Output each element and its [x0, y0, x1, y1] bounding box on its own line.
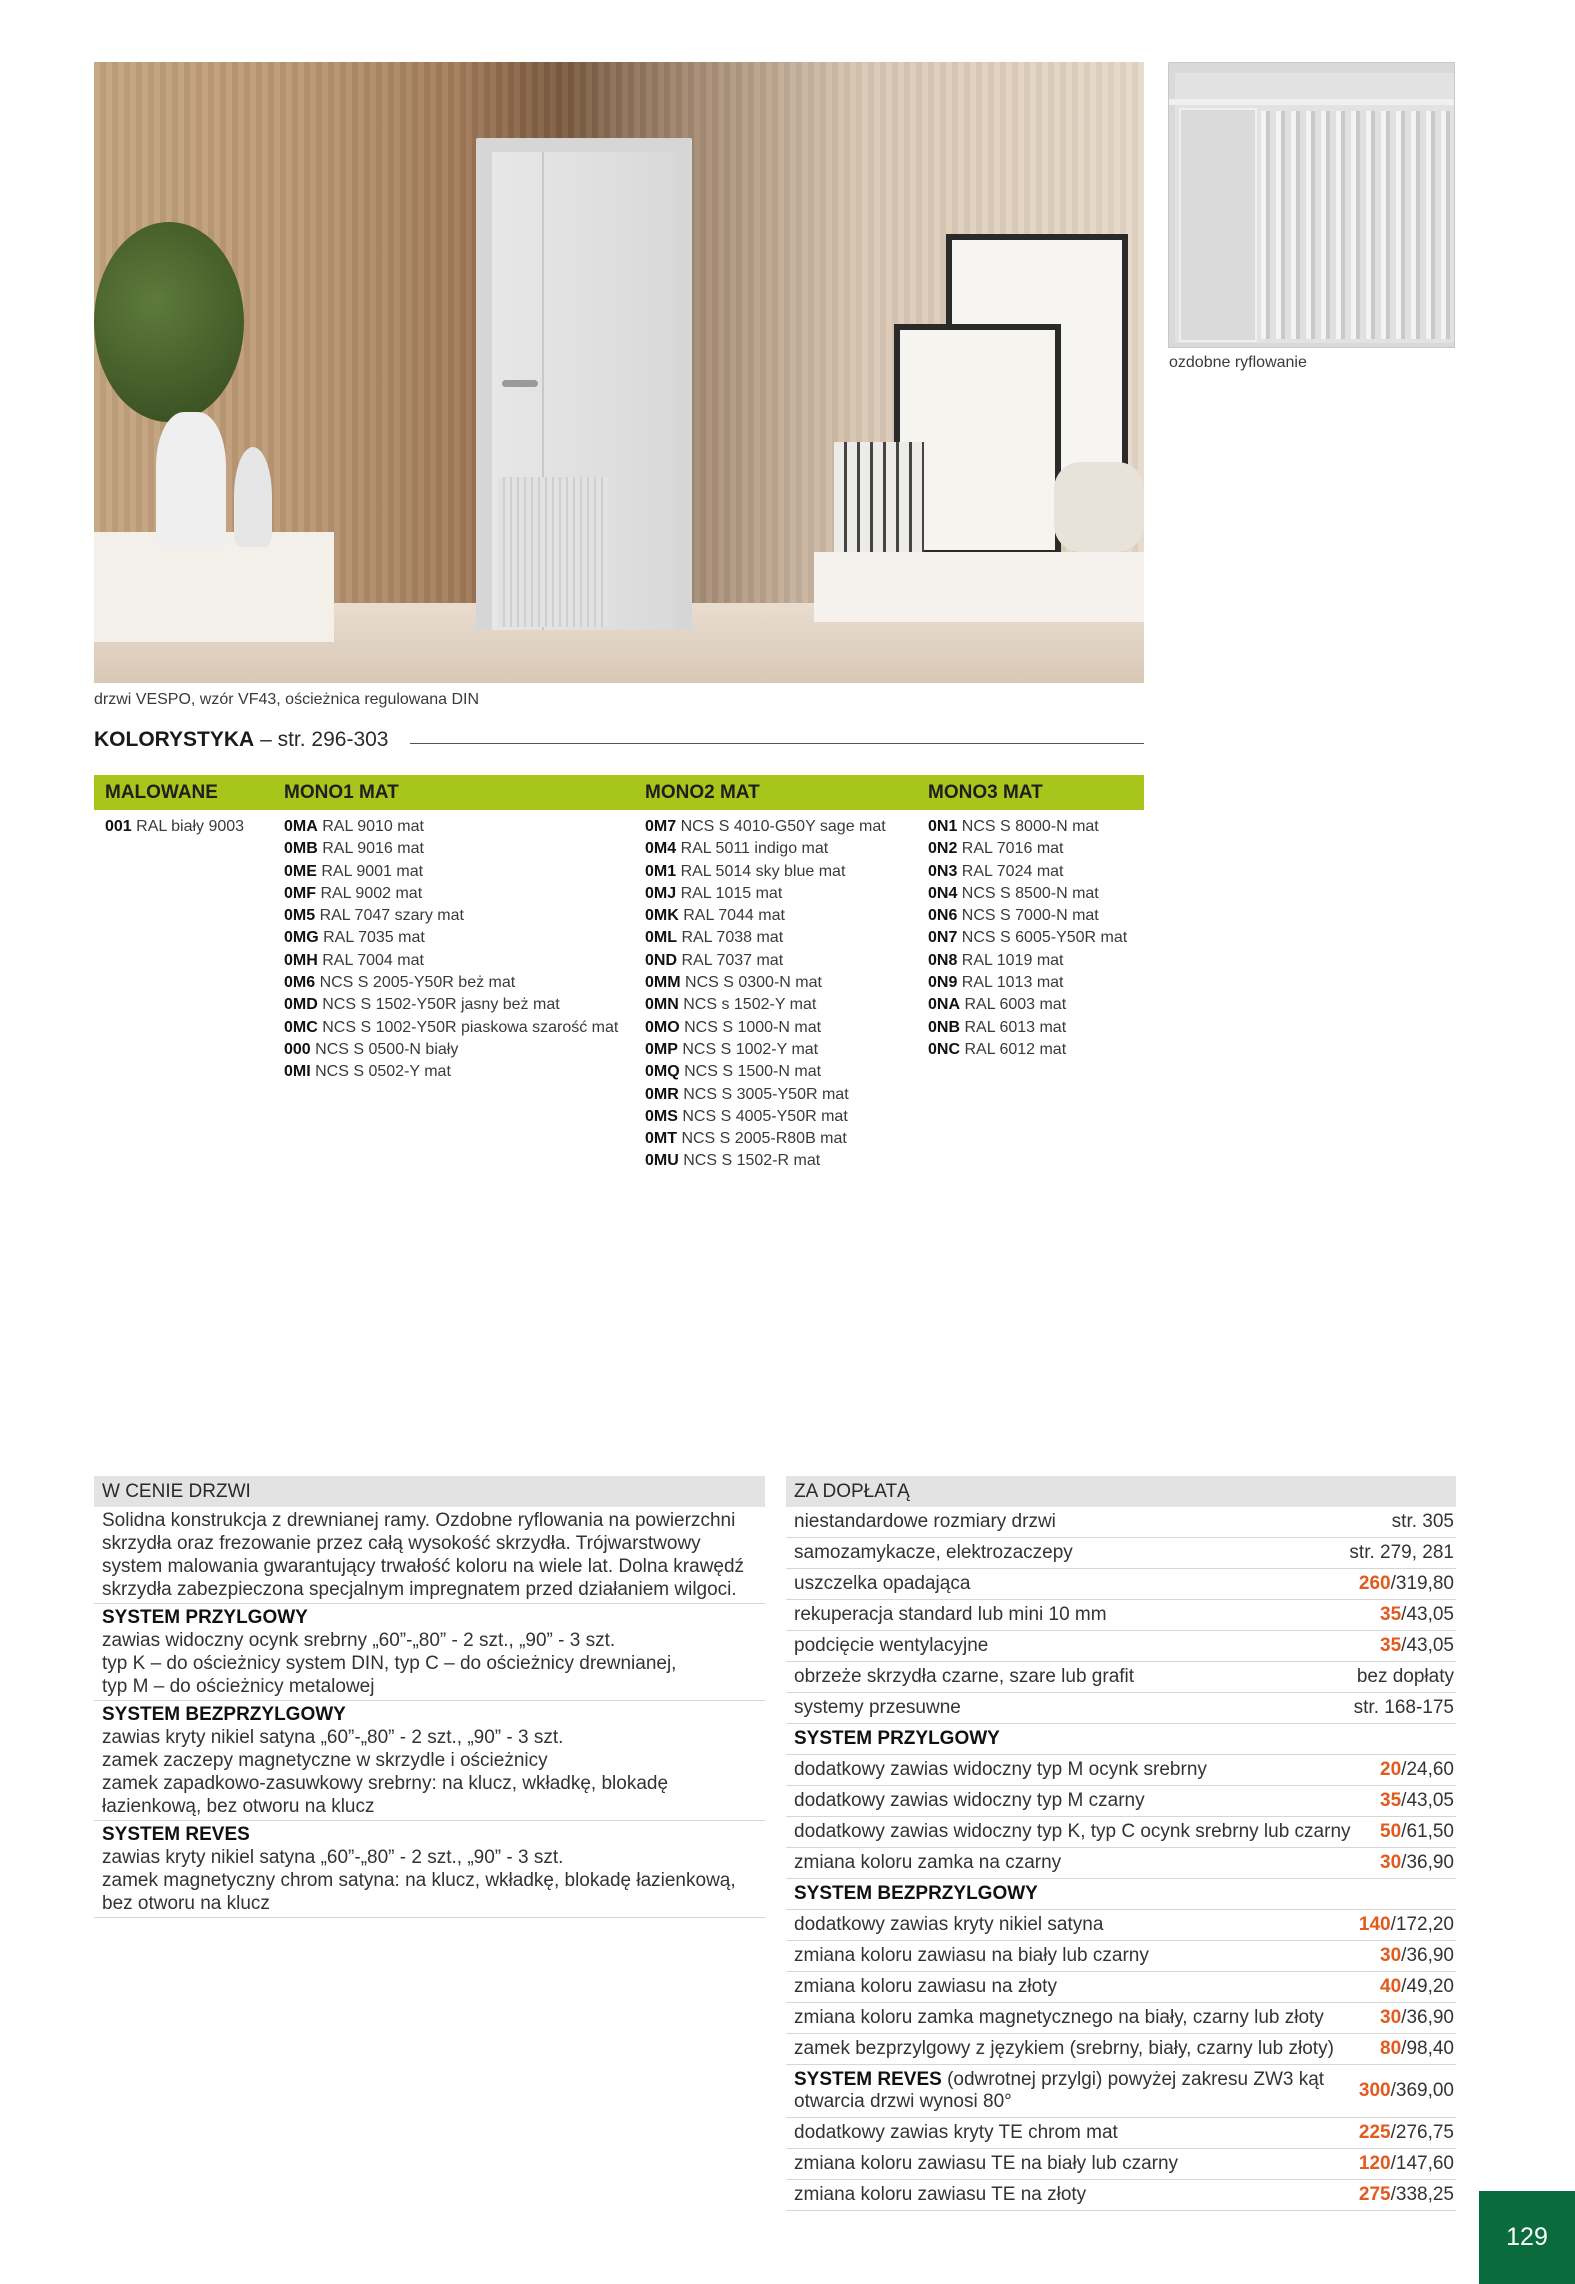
color-column-mono3: [928, 816, 1127, 1061]
color-column-mono2: [645, 816, 886, 1173]
thumbnail-flutes: [1261, 111, 1451, 339]
color-name: NCS S 0300-N mat: [680, 974, 822, 992]
color-item: [284, 905, 618, 927]
heading-rule: [410, 743, 1144, 744]
surcharge-label: dodatkowy zawias kryty nikiel satyna: [794, 1914, 1104, 1935]
za-doplata-body: [786, 1507, 1456, 2211]
color-item: [645, 838, 886, 860]
kolorystyka-title: KOLORYSTYKA: [94, 728, 255, 751]
price-net: 35: [1380, 1790, 1402, 1811]
color-name: RAL 7047 szary mat: [315, 907, 464, 925]
feature-line: zawias kryty nikiel satyna „60”-„80” - 2 szt., „90” - 3 szt.: [102, 1727, 564, 1748]
color-name: NCS S 1000-N mat: [679, 1018, 822, 1036]
color-name: NCS S 1002-Y mat: [677, 1040, 819, 1058]
feature-title: SYSTEM BEZPRZYLGOWY: [102, 1704, 346, 1725]
surcharge-row: [786, 1631, 1456, 1662]
color-item: [928, 816, 1127, 838]
price-net: 20: [1380, 1759, 1402, 1780]
color-item: [928, 1017, 1127, 1039]
feature-line: zamek magnetyczny chrom satyna: na klucz, wkładkę, blokadę łazienkową,: [102, 1870, 736, 1891]
color-name: NCS S 8500-N mat: [957, 884, 1099, 902]
surcharge-label: dodatkowy zawias widoczny typ M czarny: [794, 1790, 1145, 1811]
thumbnail-caption: ozdobne ryflowanie: [1169, 354, 1307, 371]
surcharge-label: dodatkowy zawias kryty TE chrom mat: [794, 2122, 1118, 2143]
surcharge-row: [786, 1569, 1456, 1600]
surcharge-row: [786, 1786, 1456, 1817]
price-gross: /276,75: [1390, 2122, 1454, 2143]
vase: [156, 412, 226, 547]
color-name: NCS S 1500-N mat: [679, 1063, 822, 1081]
surcharge-row: [786, 1972, 1456, 2003]
hero-photo: [94, 62, 1144, 683]
color-code: 001: [105, 818, 132, 835]
color-item: [284, 1061, 618, 1083]
price-gross: /24,60: [1401, 1759, 1454, 1780]
surcharge-row: [786, 2034, 1456, 2065]
color-name: RAL 1015 mat: [676, 884, 783, 902]
feature-line: typ K – do ościeżnicy system DIN, typ C – do ościeżnicy drewnianej,: [102, 1653, 677, 1674]
price-net: 275: [1358, 2184, 1391, 2205]
color-code: 0N6: [928, 907, 958, 925]
color-item: [928, 950, 1127, 972]
w-cenie-header: W CENIE DRZWI: [94, 1476, 765, 1507]
color-code: 0N7: [928, 929, 958, 947]
color-item: [284, 838, 618, 860]
color-name: NCS S 1502-R mat: [678, 1152, 821, 1170]
price-gross: /61,50: [1401, 1821, 1454, 1842]
surcharge-row: [786, 2180, 1456, 2211]
color-code: 0N8: [928, 951, 958, 969]
price-net: 30: [1380, 1852, 1402, 1873]
color-code: 0MO: [645, 1018, 680, 1036]
color-item: [928, 838, 1127, 860]
color-code: 0M1: [645, 862, 677, 880]
color-code: 0ML: [645, 929, 677, 947]
plant: [94, 222, 244, 422]
color-name: RAL 7024 mat: [957, 862, 1064, 880]
surcharge-price: [1359, 1573, 1454, 1595]
surcharge-price: [1380, 2007, 1454, 2029]
price-gross: /43,05: [1401, 1635, 1454, 1656]
surcharge-price: [1380, 1852, 1454, 1874]
color-item: [645, 972, 886, 994]
feature-title: SYSTEM PRZYLGOWY: [102, 1607, 308, 1628]
surcharge-section-title: [786, 1724, 1456, 1755]
surcharge-price: [1380, 1945, 1454, 1967]
color-name: NCS S 3005-Y50R mat: [678, 1085, 849, 1103]
feature-line: łazienkową, bez otworu na klucz: [102, 1796, 375, 1817]
price-gross: /147,60: [1390, 2153, 1454, 2174]
surcharge-label-rest: (odwrotnej przylgi) powyżej zakresu ZW3 kąt otwarcia drzwi wynosi 80°: [794, 2069, 1325, 2112]
vase: [234, 447, 272, 547]
surcharge-label: dodatkowy zawias widoczny typ M ocynk srebrny: [794, 1759, 1207, 1780]
surcharge-price: [1359, 2122, 1454, 2144]
price-gross: /172,20: [1390, 1914, 1454, 1935]
price-net: 35: [1380, 1635, 1402, 1656]
price-gross: str. 305: [1391, 1511, 1454, 1532]
surcharge-row: [786, 1538, 1456, 1569]
color-name: NCS S 4005-Y50R mat: [677, 1107, 848, 1125]
color-name: RAL 6012 mat: [960, 1040, 1067, 1058]
color-code: 0MF: [284, 884, 316, 902]
color-name: RAL 7016 mat: [957, 840, 1064, 858]
kolorystyka-heading: [94, 728, 389, 752]
color-name: RAL 9016 mat: [317, 840, 424, 858]
color-name: RAL biały 9003: [131, 818, 245, 835]
color-item: [645, 994, 886, 1016]
price-net: 40: [1380, 1976, 1402, 1997]
surcharge-row: [786, 1755, 1456, 1786]
color-code: 0NB: [928, 1018, 961, 1036]
price-gross: /36,90: [1401, 1945, 1454, 1966]
surcharge-row: [786, 2149, 1456, 2180]
surcharge-row: [786, 1910, 1456, 1941]
col-header-malowane: MALOWANE: [105, 782, 218, 803]
surcharge-label: samozamykacze, elektrozaczepy: [794, 1542, 1073, 1563]
surcharge-row: [786, 1693, 1456, 1724]
surcharge-price: [1357, 1666, 1454, 1688]
color-code: 0MI: [284, 1063, 311, 1081]
color-item: [284, 1017, 618, 1039]
fluting-thumbnail: [1168, 62, 1455, 348]
color-item: [284, 883, 618, 905]
color-name: NCS S 4010-G50Y sage mat: [676, 818, 886, 835]
surcharge-row: [786, 1817, 1456, 1848]
color-name: NCS S 7000-N mat: [957, 907, 1099, 925]
surcharge-row: [786, 1662, 1456, 1693]
color-code: 0MN: [645, 996, 679, 1014]
color-code: 0MR: [645, 1085, 679, 1103]
color-code: 0MS: [645, 1107, 678, 1125]
color-item: [645, 883, 886, 905]
color-code: 0MQ: [645, 1063, 680, 1081]
sideboard: [94, 532, 334, 642]
price-gross: /98,40: [1401, 2038, 1454, 2059]
price-gross: bez dopłaty: [1356, 1666, 1454, 1687]
color-name: NCS S 1002-Y50R piaskowa szarość mat: [317, 1018, 619, 1036]
za-doplata-header: ZA DOPŁATĄ: [786, 1476, 1456, 1507]
price-net: 300: [1358, 2080, 1391, 2101]
price-net: 260: [1358, 1573, 1391, 1594]
color-item: [928, 883, 1127, 905]
color-name: RAL 1013 mat: [957, 974, 1064, 992]
feature-title: SYSTEM REVES: [102, 1824, 250, 1845]
color-name: RAL 6003 mat: [960, 996, 1067, 1014]
surcharge-row: [786, 2065, 1456, 2118]
thumbnail-rail: [1169, 99, 1454, 105]
col-header-mono3: MONO3 MAT: [928, 782, 1043, 803]
color-code: 0M5: [284, 907, 316, 925]
color-item: [645, 1106, 886, 1128]
price-net: 50: [1380, 1821, 1402, 1842]
color-item: [645, 950, 886, 972]
hero-caption: drzwi VESPO, wzór VF43, ościeżnica regulowana DIN: [94, 691, 480, 708]
color-name: NCS s 1502-Y mat: [678, 996, 817, 1014]
col-header-mono1: MONO1 MAT: [284, 782, 399, 803]
color-name: RAL 6013 mat: [960, 1018, 1067, 1036]
surcharge-price: [1380, 1604, 1454, 1626]
color-item: [284, 950, 618, 972]
color-name: NCS S 6005-Y50R mat: [957, 929, 1128, 947]
price-net: 35: [1380, 1604, 1402, 1625]
surcharge-price: [1359, 2153, 1454, 2175]
feature-line: skrzydła oraz frezowanie przez całą wysokość skrzydła. Trójwarstwowy: [102, 1533, 701, 1554]
price-net: 30: [1380, 2007, 1402, 2028]
color-item: [645, 861, 886, 883]
price-gross: /369,00: [1390, 2080, 1454, 2101]
color-name: RAL 1019 mat: [957, 951, 1064, 969]
color-code: 000: [284, 1040, 311, 1058]
surcharge-row: [786, 2003, 1456, 2034]
surcharge-label: SYSTEM PRZYLGOWY: [794, 1728, 1000, 1749]
page-number: 129: [1479, 2191, 1575, 2284]
price-gross: str. 279, 281: [1349, 1542, 1454, 1563]
surcharge-price: [1380, 1976, 1454, 1998]
color-name: RAL 7037 mat: [677, 951, 784, 969]
color-code: 0M4: [645, 840, 677, 858]
surcharge-price: [1392, 1511, 1454, 1533]
color-name: NCS S 0500-N biały: [310, 1040, 459, 1058]
surcharge-row: [786, 1941, 1456, 1972]
surcharge-label: SYSTEM BEZPRZYLGOWY: [794, 1883, 1038, 1904]
color-name: RAL 7004 mat: [317, 951, 424, 969]
pillow: [1054, 462, 1144, 552]
color-item: [645, 1061, 886, 1083]
surcharge-price: [1359, 2184, 1454, 2206]
surcharge-label: zmiana koloru zamka magnetycznego na biały, czarny lub złoty: [794, 2007, 1324, 2028]
surcharge-label: zmiana koloru zawiasu na biały lub czarny: [794, 1945, 1149, 1966]
color-code: 0MP: [645, 1040, 678, 1058]
surcharge-price: [1359, 1914, 1454, 1936]
color-item: [284, 816, 618, 838]
price-net: 140: [1358, 1914, 1391, 1935]
surcharge-price: [1349, 1542, 1454, 1564]
color-code: 0M6: [284, 974, 316, 992]
price-gross: /43,05: [1401, 1604, 1454, 1625]
surcharge-label-bold: SYSTEM REVES: [794, 2069, 942, 2090]
surcharge-row: [786, 1848, 1456, 1879]
color-item: [284, 1039, 618, 1061]
price-net: 80: [1380, 2038, 1402, 2059]
color-name: NCS S 2005-R80B mat: [677, 1130, 847, 1148]
color-code: 0MT: [645, 1130, 677, 1148]
price-gross: /319,80: [1390, 1573, 1454, 1594]
color-name: RAL 7044 mat: [678, 907, 785, 925]
kolorystyka-pages: – str. 296-303: [254, 728, 389, 751]
color-name: RAL 9010 mat: [317, 818, 424, 835]
feature-line: Solidna konstrukcja z drewnianej ramy. Ozdobne ryflowania na powierzchni: [102, 1510, 736, 1531]
color-item: [284, 861, 618, 883]
color-code: 0MU: [645, 1152, 679, 1170]
color-code: 0N3: [928, 862, 958, 880]
surcharge-label: zmiana koloru zawiasu TE na biały lub czarny: [794, 2153, 1179, 2174]
thumbnail-panel: [1179, 108, 1257, 342]
surcharge-label: rekuperacja standard lub mini 10 mm: [794, 1604, 1107, 1625]
color-name: NCS S 8000-N mat: [957, 818, 1099, 835]
feature-block: [94, 1821, 765, 1918]
surcharge-label: [794, 2069, 1359, 2113]
surcharge-row: [786, 2118, 1456, 2149]
surcharge-label: niestandardowe rozmiary drzwi: [794, 1511, 1056, 1532]
color-item: [928, 972, 1127, 994]
color-code: 0MC: [284, 1018, 318, 1036]
price-gross: /36,90: [1401, 1852, 1454, 1873]
price-gross: /36,90: [1401, 2007, 1454, 2028]
door-fluting: [498, 477, 608, 627]
color-name: NCS S 1502-Y50R jasny beż mat: [317, 996, 560, 1014]
feature-block: [94, 1604, 765, 1701]
color-code: 0N9: [928, 974, 958, 992]
surcharge-section-title: [786, 1879, 1456, 1910]
color-name: RAL 9002 mat: [316, 884, 423, 902]
color-item: [284, 994, 618, 1016]
color-item: [928, 905, 1127, 927]
color-name: RAL 9001 mat: [316, 862, 424, 880]
surcharge-label: zamek bezprzylgowy z językiem (srebrny, biały, czarny lub złoty): [794, 2038, 1334, 2059]
color-code: 0N2: [928, 840, 958, 858]
books: [834, 442, 924, 552]
color-code: 0MD: [284, 996, 318, 1014]
price-gross: /338,25: [1390, 2184, 1454, 2205]
feature-line: typ M – do ościeżnicy metalowej: [102, 1676, 375, 1697]
surcharge-row: [786, 1600, 1456, 1631]
color-item: [645, 816, 886, 838]
color-item: [928, 994, 1127, 1016]
surcharge-label: uszczelka opadająca: [794, 1573, 971, 1594]
color-code: 0ME: [284, 862, 317, 880]
w-cenie-body: [94, 1507, 765, 1918]
color-item: [645, 905, 886, 927]
bench: [814, 552, 1144, 622]
color-item: [928, 927, 1127, 949]
color-code: 0MG: [284, 929, 319, 947]
color-code: 0MM: [645, 974, 681, 992]
price-net: 120: [1358, 2153, 1391, 2174]
color-name: RAL 5014 sky blue mat: [676, 862, 846, 880]
surcharge-label: dodatkowy zawias widoczny typ K, typ C ocynk srebrny lub czarny: [794, 1821, 1351, 1842]
price-gross: str. 168-175: [1353, 1697, 1454, 1718]
surcharge-price: [1380, 1759, 1454, 1781]
surcharge-label: zmiana koloru zawiasu TE na złoty: [794, 2184, 1087, 2205]
color-item: [284, 927, 618, 949]
feature-line: skrzydła zabezpieczona specjalnym impregnatem przed działaniem wilgoci.: [102, 1579, 737, 1600]
color-table-header: [94, 775, 1144, 810]
color-code: 0N4: [928, 884, 958, 902]
color-code: 0MA: [284, 818, 318, 835]
surcharge-label: zmiana koloru zawiasu na złoty: [794, 1976, 1057, 1997]
feature-line: bez otworu na klucz: [102, 1893, 270, 1914]
price-gross: /43,05: [1401, 1790, 1454, 1811]
za-doplata-table: [786, 1476, 1456, 2211]
color-item: [928, 1039, 1127, 1061]
color-column-malowane: [105, 816, 244, 838]
feature-line: zamek zaczepy magnetyczne w skrzydle i ościeżnicy: [102, 1750, 548, 1771]
surcharge-label: zmiana koloru zamka na czarny: [794, 1852, 1062, 1873]
color-code: 0ND: [645, 951, 678, 969]
color-item: [928, 861, 1127, 883]
color-item: [645, 1128, 886, 1150]
surcharge-price: [1354, 1697, 1454, 1719]
surcharge-price: [1380, 2038, 1454, 2060]
color-code: 0M7: [645, 818, 677, 835]
color-code: 0NC: [928, 1040, 961, 1058]
color-column-mono1: [284, 816, 618, 1084]
surcharge-label: obrzeże skrzydła czarne, szare lub grafit: [794, 1666, 1135, 1687]
color-code: 0MJ: [645, 884, 677, 902]
price-gross: /49,20: [1401, 1976, 1454, 1997]
feature-line: system malowania gwarantujący trwałość koloru na wiele lat. Dolna krawędź: [102, 1556, 745, 1577]
color-item: [105, 816, 244, 838]
color-item: [645, 927, 886, 949]
surcharge-price: [1380, 1790, 1454, 1812]
surcharge-label: systemy przesuwne: [794, 1697, 961, 1718]
price-net: 225: [1358, 2122, 1391, 2143]
door-handle: [502, 380, 538, 387]
surcharge-row: [786, 1507, 1456, 1538]
color-name: RAL 5011 indigo mat: [676, 840, 829, 858]
feature-line: zawias kryty nikiel satyna „60”-„80” - 2 szt., „90” - 3 szt.: [102, 1847, 564, 1868]
color-item: [284, 972, 618, 994]
surcharge-label: podcięcie wentylacyjne: [794, 1635, 989, 1656]
color-item: [645, 1017, 886, 1039]
color-name: RAL 7038 mat: [677, 929, 784, 947]
surcharge-price: [1380, 1821, 1454, 1843]
color-item: [645, 1039, 886, 1061]
surcharge-price: [1380, 1635, 1454, 1657]
feature-block: [94, 1507, 765, 1604]
color-name: RAL 7035 mat: [318, 929, 425, 947]
color-item: [645, 1084, 886, 1106]
color-item: [645, 1150, 886, 1172]
color-code: 0NA: [928, 996, 961, 1014]
feature-block: [94, 1701, 765, 1821]
color-code: 0MK: [645, 907, 679, 925]
surcharge-price: [1359, 2080, 1454, 2102]
color-code: 0N1: [928, 818, 958, 835]
price-net: 30: [1380, 1945, 1402, 1966]
col-header-mono2: MONO2 MAT: [645, 782, 760, 803]
feature-line: zawias widoczny ocynk srebrny „60”-„80” - 2 szt., „90” - 3 szt.: [102, 1630, 616, 1651]
color-name: NCS S 2005-Y50R beż mat: [315, 974, 516, 992]
feature-line: zamek zapadkowo-zasuwkowy srebrny: na klucz, wkładkę, blokadę: [102, 1773, 669, 1794]
color-code: 0MB: [284, 840, 318, 858]
color-name: NCS S 0502-Y mat: [310, 1063, 451, 1081]
w-cenie-table: [94, 1476, 765, 1918]
color-code: 0MH: [284, 951, 318, 969]
